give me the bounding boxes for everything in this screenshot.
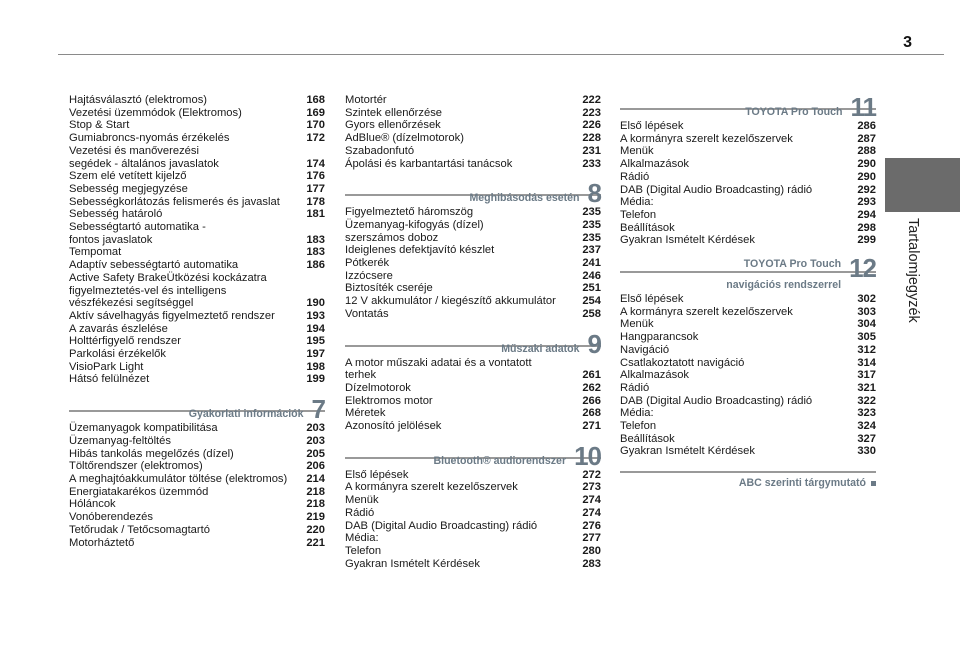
toc-entry[interactable] [69, 524, 325, 537]
toc-entry[interactable] [69, 94, 325, 107]
toc-entry[interactable] [69, 196, 325, 209]
section-number: 8 [587, 178, 601, 209]
toc-entry-title: Sebességtartó automatika - [69, 221, 206, 234]
toc-entry-title: Stop & Start [69, 119, 130, 132]
toc-entry-title: 12 V akkumulátor / kiegészítő akkumulátor [345, 295, 556, 308]
toc-entry[interactable] [620, 357, 876, 370]
toc-entry-page: 272 [582, 468, 601, 481]
section-subtitle-text: navigációs rendszerrel [726, 279, 842, 292]
toc-entry[interactable] [69, 246, 325, 259]
toc-entry-title: Dízelmotorok [345, 381, 411, 394]
toc-entry[interactable] [69, 460, 325, 473]
toc-entry[interactable] [345, 295, 601, 308]
toc-entry-page: 288 [857, 145, 876, 158]
toc-entry-title: Izzócsere [345, 269, 393, 282]
toc-entry-page: 246 [582, 269, 601, 282]
toc-entry-page: 228 [582, 132, 601, 145]
toc-entry-title: fontos javaslatok [69, 233, 153, 246]
toc-entry[interactable] [345, 481, 601, 494]
toc-entry-page: 199 [306, 373, 325, 386]
toc-entry[interactable] [620, 344, 876, 357]
toc-entry-title: Rádió [620, 170, 650, 183]
toc-entry-page: 280 [582, 544, 601, 557]
toc-entry-title: VisioPark Light [69, 360, 144, 373]
toc-entry-title: Alkalmazások [620, 158, 690, 171]
toc-entry-title: Vezetési üzemmódok (Elektromos) [69, 106, 242, 119]
toc-entry-title: AdBlue® (dízelmotorok) [345, 132, 464, 145]
toc-entry[interactable] [69, 435, 325, 448]
toc-entry[interactable] [620, 369, 876, 382]
toc-entry-page: 205 [306, 447, 325, 460]
toc-entry-page: 241 [582, 257, 601, 270]
toc-entry-title: Beállítások [620, 432, 675, 445]
toc-entry-title: Active Safety BrakeÜtközési kockázatra [69, 271, 267, 284]
toc-entry-page: 221 [306, 536, 325, 549]
toc-entry-title: Hátsó felülnézet [69, 373, 150, 386]
toc-entry-title: Gyakran Ismételt Kérdések [620, 445, 755, 458]
toc-entry-page: 273 [582, 481, 601, 494]
toc-entry-title: Azonosító jelölések [345, 420, 442, 433]
toc-entry-title: A motor műszaki adatai és a vontatott [345, 356, 532, 369]
toc-entry-page: 258 [582, 307, 601, 320]
toc-entry-title: Telefon [345, 544, 382, 557]
toc-entry[interactable] [345, 132, 601, 145]
toc-entry[interactable] [620, 420, 876, 433]
toc-entry[interactable] [69, 119, 325, 132]
toc-entry-page: 218 [306, 485, 325, 498]
toc-entry-title: Parkolási érzékelők [69, 348, 167, 361]
toc-entry-title: A kormányra szerelt kezelőszervek [620, 132, 793, 145]
toc-entry[interactable] [345, 244, 601, 257]
toc-entry-title: Csatlakoztatott navigáció [620, 356, 745, 369]
toc-entry-title: Média: [620, 196, 654, 209]
toc-entry[interactable] [620, 445, 876, 458]
toc-entry-title: Vonóberendezés [69, 511, 153, 524]
toc-entry-page: 181 [306, 208, 325, 221]
toc-entry-page: 302 [857, 293, 876, 306]
toc-entry[interactable] [69, 107, 325, 120]
toc-column-2 [345, 94, 601, 570]
section-title-text: Bluetooth® audiorendszer [433, 454, 567, 467]
section-heading [620, 253, 876, 292]
toc-entry-page: 195 [306, 335, 325, 348]
toc-entry-page: 168 [306, 94, 325, 106]
toc-entry[interactable] [345, 94, 601, 107]
toc-entry-page: 222 [582, 94, 601, 106]
chapter-tab [885, 158, 960, 212]
toc-entry[interactable] [345, 308, 601, 321]
toc-entry-title: szerszámos doboz [345, 231, 439, 244]
toc-entry-title: Sebesség megjegyzése [69, 182, 188, 195]
page-number: 3 [903, 34, 912, 51]
toc-entry[interactable] [69, 221, 325, 234]
toc-entry[interactable] [620, 234, 876, 247]
toc-entry[interactable] [620, 196, 876, 209]
toc-entry[interactable] [620, 184, 876, 197]
toc-entry[interactable] [345, 232, 601, 245]
toc-entry[interactable] [345, 532, 601, 545]
toc-entry-page: 277 [582, 532, 601, 545]
toc-entry-title: Rádió [345, 506, 375, 519]
toc-entry-title: Üzemanyagok kompatibilitása [69, 422, 218, 435]
toc-entry[interactable] [69, 473, 325, 486]
section-title-text: Meghibásodás esetén [469, 192, 580, 205]
toc-entry[interactable] [620, 433, 876, 446]
toc-entry-title: Hóláncok [69, 498, 116, 511]
toc-entry[interactable] [69, 208, 325, 221]
toc-entry[interactable] [345, 382, 601, 395]
toc-entry[interactable] [620, 209, 876, 222]
toc-entry-page: 172 [306, 132, 325, 145]
toc-entry-page: 178 [306, 195, 325, 208]
toc-entry-title: Holttérfigyelő rendszer [69, 335, 181, 348]
toc-entry-page: 323 [857, 407, 876, 420]
toc-entry-page: 174 [306, 157, 325, 170]
toc-entry-page: 251 [582, 282, 601, 295]
toc-entry-title: Ápolási és karbantartási tanácsok [345, 157, 513, 170]
section-header [69, 394, 325, 425]
toc-entry[interactable] [69, 511, 325, 524]
toc-entry-page: 290 [857, 158, 876, 171]
toc-entry-page: 190 [306, 297, 325, 310]
section-number: 7 [311, 394, 325, 425]
toc-entry-page: 290 [857, 170, 876, 183]
toc-entry[interactable] [620, 293, 876, 306]
toc-entry-title: Méretek [345, 407, 386, 420]
toc-entry[interactable] [620, 306, 876, 319]
toc-entry-page: 314 [857, 356, 876, 369]
toc-entry-page: 304 [857, 318, 876, 331]
toc-entry-title: figyelmeztetés-vel és intelligens [69, 284, 227, 297]
toc-entry-page: 293 [857, 196, 876, 209]
toc-entry[interactable] [620, 382, 876, 395]
toc-entry[interactable] [69, 259, 325, 272]
toc-entry-title: Menük [345, 494, 379, 507]
toc-entry-page: 223 [582, 106, 601, 119]
toc-entry[interactable] [345, 507, 601, 520]
toc-entry-page: 214 [306, 472, 325, 485]
toc-entry-page: 274 [582, 494, 601, 507]
toc-entry[interactable] [345, 420, 601, 433]
section-number: 10 [574, 440, 601, 471]
section-number: 9 [587, 328, 601, 359]
toc-entry-page: 287 [857, 132, 876, 145]
toc-entry[interactable] [345, 107, 601, 120]
section-title-text: TOYOTA Pro Touch [745, 106, 843, 118]
toc-entry-page: 235 [582, 231, 601, 244]
toc-entry-page: 237 [582, 244, 601, 257]
toc-entry-title: DAB (Digital Audio Broadcasting) rádió [620, 183, 813, 196]
toc-entry-title: Hangparancsok [620, 331, 699, 344]
toc-entry-title: Szem elé vetített kijelző [69, 170, 187, 183]
toc-entry-page: 299 [857, 234, 876, 247]
toc-entry-title: Vezetési és manőverezési [69, 144, 199, 157]
toc-entry[interactable] [620, 145, 876, 158]
toc-entry[interactable] [69, 297, 325, 310]
toc-entry[interactable] [620, 407, 876, 420]
toc-entry-title: terhek [345, 369, 377, 382]
toc-entry-page: 193 [306, 309, 325, 322]
toc-entry-page: 235 [582, 218, 601, 231]
toc-entry-page: 206 [306, 460, 325, 473]
toc-entry[interactable] [620, 171, 876, 184]
toc-entry-title: Média: [345, 532, 379, 545]
toc-entry[interactable] [620, 133, 876, 146]
toc-entry-title: Menük [620, 318, 654, 331]
toc-entry[interactable] [620, 120, 876, 133]
toc-entry-title: Első lépések [620, 293, 684, 306]
toc-entry[interactable] [620, 222, 876, 235]
toc-entry-title: Motortér [345, 94, 387, 106]
toc-entry[interactable] [345, 520, 601, 533]
toc-entry-page: 226 [582, 119, 601, 132]
toc-entry-title: Sebesség határoló [69, 208, 163, 221]
toc-entry-title: Hibás tankolás megelőzés (dízel) [69, 447, 234, 460]
toc-entry-title: Aktív sávelhagyás figyelmeztető rendszer [69, 309, 275, 322]
toc-entry[interactable] [345, 158, 601, 171]
toc-entry-page: 268 [582, 407, 601, 420]
toc-entry-title: Beállítások [620, 221, 675, 234]
toc-entry[interactable] [69, 145, 325, 158]
toc-entry-page: 262 [582, 381, 601, 394]
toc-entry-title: Szabadonfutó [345, 144, 415, 157]
toc-entry-page: 305 [857, 331, 876, 344]
toc-entry-page: 266 [582, 394, 601, 407]
toc-entry-title: A zavarás észlelése [69, 322, 168, 335]
section-title [189, 409, 308, 420]
toc-entry-title: Motorháztető [69, 536, 135, 549]
toc-entry[interactable] [345, 270, 601, 283]
section-title-text: Gyakorlati információk [188, 408, 304, 421]
toc-entry[interactable] [69, 486, 325, 499]
toc-entry-title: Első lépések [345, 468, 409, 481]
toc-entry-page: 312 [857, 343, 876, 356]
toc-entry-page: 283 [582, 557, 601, 570]
toc-entry-title: Ideiglenes defektjavító készlet [345, 244, 495, 257]
index-link[interactable] [620, 470, 876, 489]
toc-entry-page: 194 [306, 322, 325, 335]
index-link-label: ABC szerinti tárgymutató [738, 476, 866, 489]
toc-entry-page: 219 [306, 511, 325, 524]
toc-entry-page: 292 [857, 183, 876, 196]
toc-entry[interactable] [69, 422, 325, 435]
footer-rule [620, 471, 876, 473]
toc-entry[interactable] [69, 272, 325, 285]
toc-entry[interactable] [345, 469, 601, 482]
toc-entry-title: Telefon [620, 420, 657, 433]
toc-entry-title: Navigáció [620, 343, 670, 356]
toc-entry[interactable] [620, 158, 876, 171]
toc-entry-page: 271 [582, 420, 601, 433]
toc-entry-page: 197 [306, 348, 325, 361]
toc-entry-title: Gumiabroncs-nyomás érzékelés [69, 132, 230, 145]
toc-entry-page: 261 [582, 369, 601, 382]
toc-entry[interactable] [620, 318, 876, 331]
toc-entry[interactable] [345, 558, 601, 571]
toc-entry-page: 186 [306, 259, 325, 272]
toc-entry[interactable] [620, 331, 876, 344]
toc-entry-title: Szintek ellenőrzése [345, 106, 443, 119]
toc-entry[interactable] [69, 537, 325, 550]
toc-entry-page: 330 [857, 445, 876, 458]
toc-entry[interactable] [69, 310, 325, 323]
toc-entry-page: 218 [306, 498, 325, 511]
toc-entry-page: 254 [582, 295, 601, 308]
toc-entry-title: A kormányra szerelt kezelőszervek [345, 481, 518, 494]
toc-entry-title: Pótkerék [345, 257, 390, 270]
toc-entry-page: 276 [582, 519, 601, 532]
toc-entry-page: 231 [582, 144, 601, 157]
toc-entry[interactable] [69, 183, 325, 196]
toc-entry[interactable] [345, 219, 601, 232]
section-header [345, 328, 601, 359]
toc-entry-title: segédek - általános javaslatok [69, 157, 219, 170]
toc-entry-page: 183 [306, 233, 325, 246]
toc-entry-title: Rádió [620, 381, 650, 394]
toc-entry[interactable] [69, 170, 325, 183]
toc-entry-title: Első lépések [620, 120, 684, 132]
toc-entry[interactable] [345, 119, 601, 132]
toc-entry[interactable] [345, 206, 601, 219]
toc-entry-page: 235 [582, 206, 601, 219]
toc-entry-page: 169 [306, 106, 325, 119]
toc-entry[interactable] [69, 498, 325, 511]
toc-entry[interactable] [345, 407, 601, 420]
toc-entry[interactable] [345, 395, 601, 408]
toc-entry-title: Hajtásválasztó (elektromos) [69, 94, 208, 106]
toc-entry-title: Alkalmazások [620, 369, 690, 382]
toc-entry[interactable] [345, 282, 601, 295]
section-title [745, 107, 846, 118]
top-rule [58, 54, 944, 55]
toc-entry-title: vészfékezési segítséggel [69, 297, 194, 310]
toc-entry[interactable] [69, 158, 325, 171]
toc-entry-page: 203 [306, 422, 325, 435]
section-title [501, 344, 583, 355]
toc-entry[interactable] [69, 132, 325, 145]
toc-entry-page: 324 [857, 420, 876, 433]
square-bullet-icon [871, 481, 876, 486]
toc-entry-page: 274 [582, 506, 601, 519]
toc-entry[interactable] [345, 145, 601, 158]
side-label: Tartalomjegyzék [905, 218, 921, 323]
toc-entry-page: 286 [857, 120, 876, 132]
toc-entry-page: 220 [306, 523, 325, 536]
toc-entry[interactable] [69, 323, 325, 336]
toc-entry[interactable] [69, 234, 325, 247]
section-heading [345, 440, 601, 471]
section-heading [345, 178, 601, 209]
toc-entry-page: 198 [306, 360, 325, 373]
section-header [345, 440, 601, 471]
toc-entry-title: Tetőrudak / Tetőcsomagtartó [69, 523, 210, 536]
toc-entry-page: 327 [857, 432, 876, 445]
toc-entry-page: 170 [306, 119, 325, 132]
toc-entry-title: Gyakran Ismételt Kérdések [620, 234, 755, 247]
toc-entry-title: Üzemanyag-feltöltés [69, 434, 171, 447]
section-title [469, 193, 583, 204]
toc-entry-page: 321 [857, 381, 876, 394]
toc-entry[interactable] [69, 285, 325, 298]
toc-entry[interactable] [69, 373, 325, 386]
toc-entry-page: 322 [857, 394, 876, 407]
toc-entry[interactable] [345, 494, 601, 507]
toc-column-1 [69, 94, 325, 549]
toc-entry[interactable] [345, 369, 601, 382]
toc-entry-page: 303 [857, 305, 876, 318]
section-number: 11 [850, 92, 876, 122]
toc-entry-page: 294 [857, 208, 876, 221]
toc-entry-title: Energiatakarékos üzemmód [69, 485, 209, 498]
toc-entry[interactable] [69, 361, 325, 374]
toc-entry[interactable] [345, 257, 601, 270]
toc-entry-title: Gyors ellenőrzések [345, 119, 441, 132]
section-title [433, 456, 570, 467]
toc-entry-title: DAB (Digital Audio Broadcasting) rádió [620, 394, 813, 407]
toc-entry-page: 298 [857, 221, 876, 234]
section-header [345, 178, 601, 209]
section-title-text: TOYOTA Pro Touch [743, 258, 842, 271]
toc-entry-page: 176 [306, 170, 325, 183]
toc-entry-title: Menük [620, 145, 654, 158]
toc-entry-title: Sebességkorlátozás felismerés és javaslat [69, 195, 280, 208]
section-heading [69, 394, 325, 425]
section-heading [345, 328, 601, 359]
toc-entry-page: 177 [306, 182, 325, 195]
toc-entry-title: A kormányra szerelt kezelőszervek [620, 305, 793, 318]
toc-entry-page: 233 [582, 157, 601, 170]
toc-entry-title: Figyelmeztető háromszög [345, 206, 474, 219]
section-title-text: Műszaki adatok [501, 342, 580, 355]
section-title [726, 259, 845, 291]
section-heading [620, 92, 876, 122]
section-header [620, 253, 876, 292]
toc-entry[interactable] [345, 357, 601, 370]
toc-entry[interactable] [69, 335, 325, 348]
toc-entry-title: Üzemanyag-kifogyás (dízel) [345, 218, 484, 231]
toc-entry[interactable] [69, 448, 325, 461]
toc-entry-title: Média: [620, 407, 654, 420]
toc-entry-title: Biztosíték cseréje [345, 282, 433, 295]
toc-entry[interactable] [345, 545, 601, 558]
toc-entry-page: 203 [306, 434, 325, 447]
toc-entry-title: Tempomat [69, 246, 122, 259]
toc-column-3 [620, 92, 876, 489]
toc-entry-title: Telefon [620, 208, 657, 221]
toc-entry-title: Töltőrendszer (elektromos) [69, 460, 203, 473]
toc-entry[interactable] [69, 348, 325, 361]
toc-entry-page: 183 [306, 246, 325, 259]
toc-entry-title: Elektromos motor [345, 394, 433, 407]
toc-entry-title: Vontatás [345, 307, 389, 320]
toc-entry-title: Gyakran Ismételt Kérdések [345, 557, 480, 570]
toc-entry-page: 317 [857, 369, 876, 382]
toc-entry-title: DAB (Digital Audio Broadcasting) rádió [345, 519, 538, 532]
section-number: 12 [849, 253, 876, 284]
toc-entry[interactable] [620, 395, 876, 408]
toc-entry-title: Adaptív sebességtartó automatika [69, 259, 239, 272]
toc-entry-title: A meghajtóakkumulátor töltése (elektromos) [69, 472, 288, 485]
section-header [620, 92, 876, 122]
